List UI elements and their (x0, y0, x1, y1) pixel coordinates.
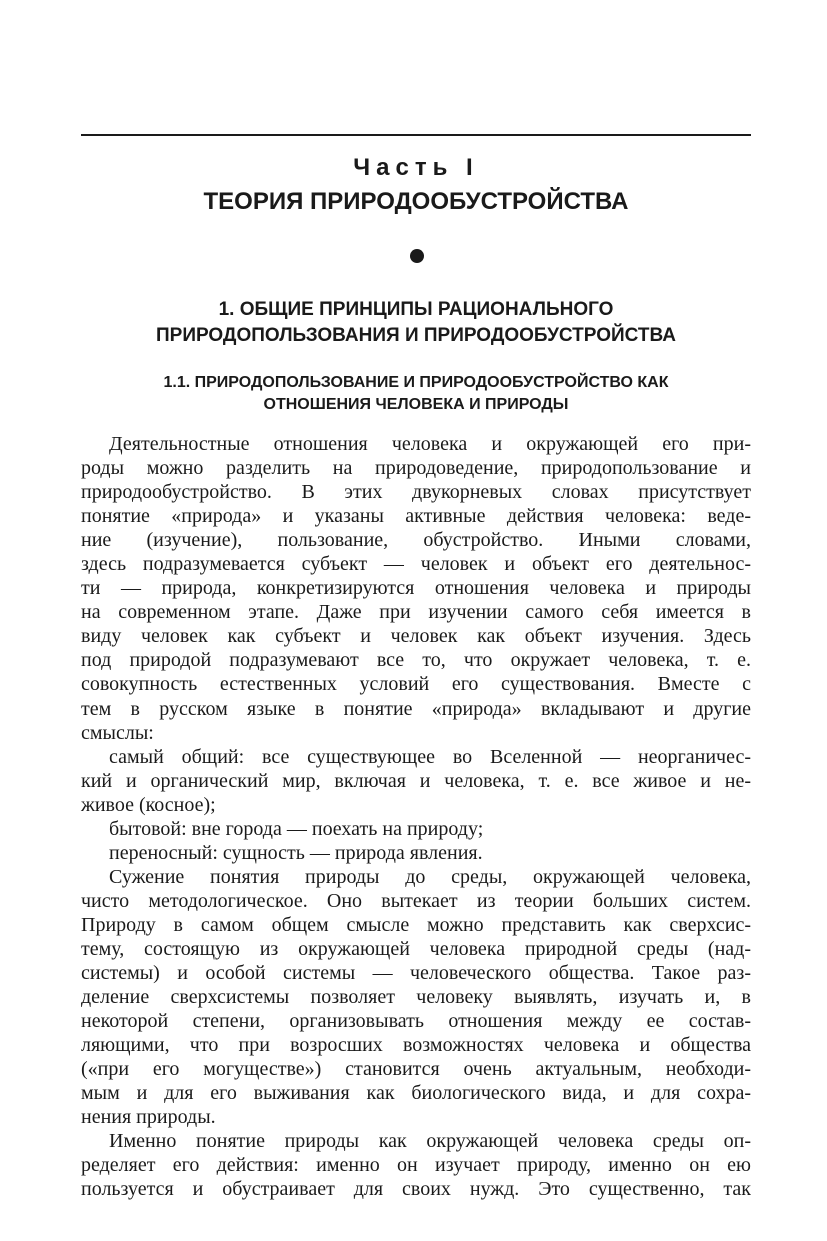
top-rule (81, 134, 751, 136)
body-line: ляющими, что при возросших возможностях человека и общества (81, 1034, 751, 1057)
part-label: Часть I (353, 154, 479, 181)
part-title: ТЕОРИЯ ПРИРОДООБУСТРОЙСТВА (203, 188, 629, 215)
body-text (81, 432, 751, 1202)
body-line: переносный: сущность — природа явления. (109, 841, 483, 864)
body-line: смыслы: (81, 721, 154, 744)
body-line: под природой подразумевают все то, что окружает человека, т. е. (81, 649, 751, 672)
body-line: кий и органический мир, включая и человека, т. е. все живое и не- (81, 769, 751, 792)
body-line: системы) и особой системы — человеческого общества. Такое раз- (81, 962, 751, 985)
body-line: деление сверхсистемы позволяет человеку выявлять, изучать и, в (81, 986, 751, 1009)
book-page (81, 0, 751, 1241)
body-line: роды можно разделить на природоведение, природопользование и (81, 457, 751, 480)
body-line: бытовой: вне города — поехать на природу; (109, 817, 484, 840)
body-line: Сужение понятия природы до среды, окружающей человека, (109, 865, 751, 888)
body-line: некоторой степени, организовывать отношения между ее состав- (81, 1010, 751, 1033)
body-line: понятие «природа» и указаны активные действия человека: веде- (81, 505, 751, 528)
body-line: Именно понятие природы как окружающей человека среды оп- (109, 1130, 751, 1153)
chapter-title-line: 1. ОБЩИЕ ПРИНЦИПЫ РАЦИОНАЛЬНОГО (218, 299, 614, 320)
body-line: пользуется и обустраивает для своих нужд. Это существенно, так (81, 1178, 751, 1201)
body-line: ти — природа, конкретизируются отношения человека и природы (81, 577, 751, 600)
body-line: тем в русском языке в понятие «природа» вкладывают и другие (81, 697, 751, 720)
body-line: Природу в самом общем смысле можно представить как сверхсис- (81, 913, 751, 936)
body-line: нения природы. (81, 1106, 216, 1129)
body-line: ние (изучение), пользование, обустройство. Иными словами, (81, 529, 751, 552)
body-line: чисто методологическое. Оно вытекает из теории больших систем. (81, 889, 751, 912)
body-line: самый общий: все существующее во Вселенной — неорганичес- (109, 745, 751, 768)
section-title-line: 1.1. ПРИРОДОПОЛЬЗОВАНИЕ И ПРИРОДООБУСТРОЙСТВО КАК (163, 374, 669, 391)
section-title (81, 372, 751, 416)
bullet-ornament (410, 249, 424, 263)
body-line: ределяет его действия: именно он изучает природу, именно он ею (81, 1154, 751, 1177)
body-line: («при его могуществе») становится очень актуальным, необходи- (81, 1058, 751, 1081)
chapter-title-line: ПРИРОДОПОЛЬЗОВАНИЯ И ПРИРОДООБУСТРОЙСТВА (156, 325, 676, 346)
body-line: мым и для его выживания как биологического вида, и для сохра- (81, 1082, 751, 1105)
body-line: Деятельностные отношения человека и окружающей его при- (109, 433, 751, 455)
body-line: живое (косное); (81, 793, 216, 816)
body-line: на современном этапе. Даже при изучении самого себя имеется в (81, 601, 751, 624)
body-line: природообустройство. В этих двукорневых словах присутствует (81, 481, 751, 504)
body-line: совокупность естественных условий его существования. Вместе с (81, 673, 751, 696)
section-title-line: ОТНОШЕНИЯ ЧЕЛОВЕКА И ПРИРОДЫ (263, 396, 569, 413)
chapter-title (81, 297, 751, 349)
body-line: здесь подразумевается субъект — человек и объект его деятельнос- (81, 553, 751, 576)
body-line: тему, состоящую из окружающей человека природной среды (над- (81, 937, 751, 960)
body-line: виду человек как субъект и человек как объект изучения. Здесь (81, 625, 751, 648)
